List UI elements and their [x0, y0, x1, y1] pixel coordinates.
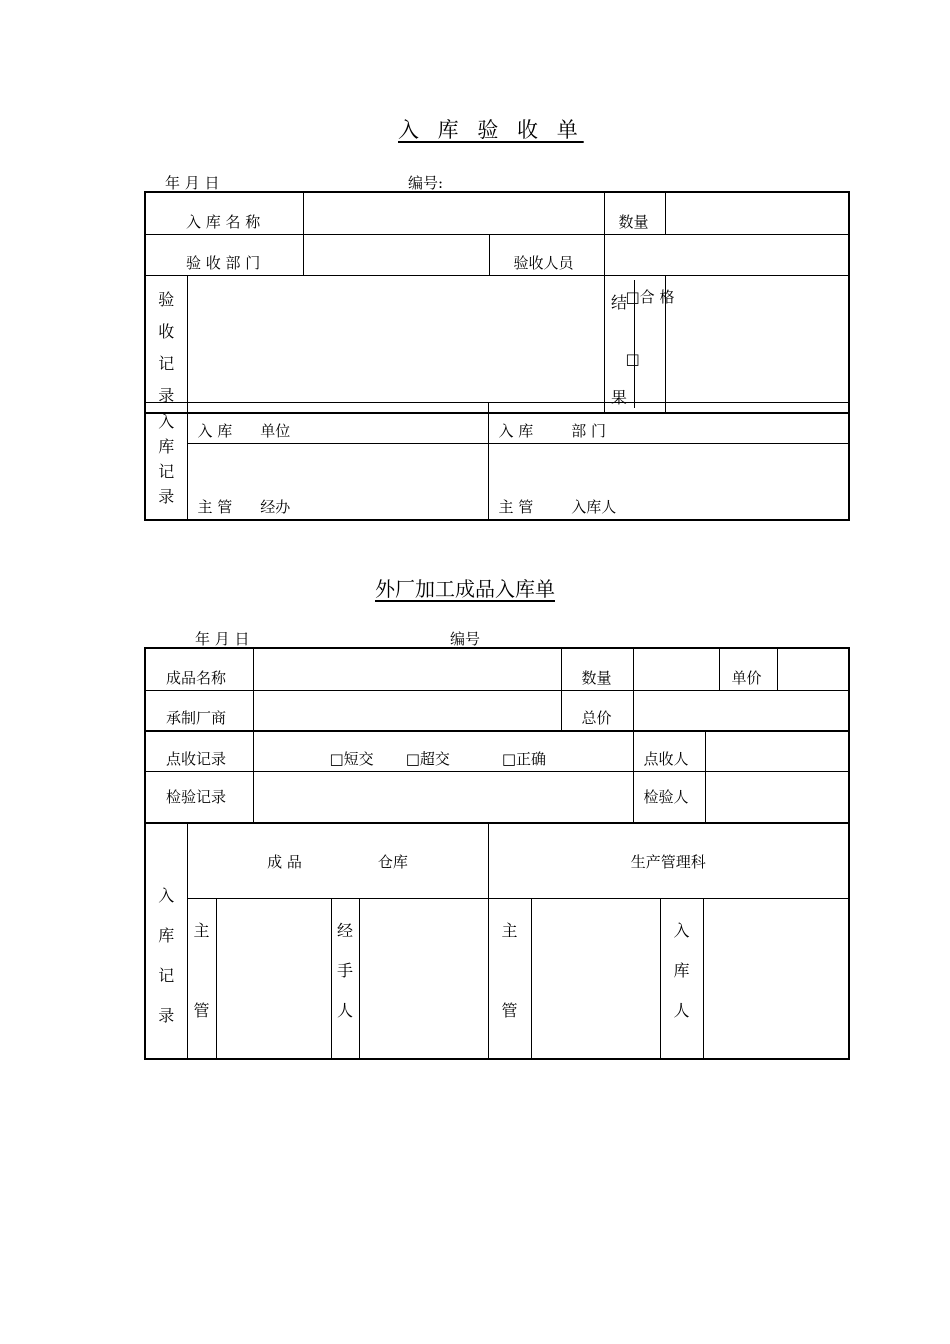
- form2-maker-field[interactable]: [253, 690, 561, 731]
- form2-receiver-char: 人: [673, 1001, 690, 1020]
- form2-manager2-field[interactable]: [531, 899, 660, 1059]
- form2-manager-char: 管: [193, 1001, 210, 1020]
- form2-manager-char: 主: [193, 921, 210, 940]
- form1-entry-char: 录: [158, 487, 175, 506]
- form2-handler-char: 手: [336, 961, 353, 980]
- form2-total-field[interactable]: [633, 690, 849, 731]
- form1-quantity-label: 数量: [604, 192, 665, 234]
- form2-opt-correct[interactable]: □正确: [501, 750, 547, 768]
- form2-entry-char: 入: [158, 886, 175, 905]
- form2-counter-field[interactable]: [705, 731, 849, 772]
- form2-entry-table: [144, 823, 850, 1060]
- form1-record-char: 记: [158, 353, 175, 373]
- form2-opt-over[interactable]: □超交: [405, 750, 450, 768]
- form1-entry-dept-a: 入 库: [498, 422, 534, 440]
- form1-result-options: [625, 275, 849, 413]
- form2-handler-char: 人: [336, 1001, 353, 1020]
- form1-entry-unit-b: 单位: [260, 422, 291, 440]
- form2-entry-char: 库: [158, 926, 175, 945]
- form1-item-name-field[interactable]: [303, 192, 604, 234]
- form2-receiver-label: [660, 899, 703, 1059]
- form1-entry-label: [145, 403, 187, 520]
- form2-handler-label: [331, 899, 359, 1059]
- form2-entry-char: 录: [158, 1006, 175, 1025]
- form2-total-label: 总价: [561, 690, 633, 731]
- form2-count-options: [253, 731, 633, 772]
- form1-sup2-a: 主 管: [498, 497, 534, 516]
- form1-sup2-b: 入库人: [571, 497, 617, 516]
- form2-handler-char: 经: [336, 921, 353, 940]
- form1-date-label: 年 月 日: [165, 174, 220, 192]
- form1-dept-field[interactable]: [303, 234, 489, 275]
- form2-unit-price-label: 单价: [719, 648, 777, 690]
- form1-record-field[interactable]: [187, 275, 604, 413]
- form2-title: 外厂加工成品入库单: [375, 577, 555, 601]
- form1-item-name-label: 入 库 名 称: [145, 192, 303, 234]
- form2-table: [144, 647, 850, 732]
- form1-table: [144, 191, 850, 414]
- form2-handler-field[interactable]: [359, 899, 488, 1059]
- form1-record-label: [145, 275, 187, 413]
- form1-entry-char: 记: [158, 462, 175, 481]
- form1-opt-pass[interactable]: □合 格: [625, 287, 675, 306]
- form1-entry-dept-b: 部 门: [571, 422, 607, 440]
- form2-unit-price-field[interactable]: [777, 648, 849, 690]
- form2-opt-short[interactable]: □短交: [329, 750, 374, 768]
- form2-quantity-field[interactable]: [633, 648, 719, 690]
- form2-product-name-label: 成品名称: [145, 648, 253, 690]
- form2-receiver-char: 库: [673, 961, 690, 980]
- form1-inspector-label: 验收人员: [489, 234, 604, 275]
- form2-group-a-1: 成 品: [267, 852, 302, 871]
- form2-entry-char: 记: [158, 966, 175, 985]
- form1-opt-blank[interactable]: □: [625, 349, 640, 368]
- form2-inspector-label: 检验人: [633, 772, 705, 823]
- form2-entry-label: [145, 824, 187, 1059]
- form2-manager2-label: [488, 899, 531, 1059]
- form2-inspect-record-label: 检验记录: [145, 772, 253, 823]
- form2-receiver-char: 入: [673, 921, 690, 940]
- form1-title: 入 库 验 收 单: [398, 118, 584, 142]
- form2-manager2-char: 管: [501, 1001, 518, 1020]
- form2-group-production: 生产管理科: [488, 824, 849, 899]
- form1-dept-label: 验 收 部 门: [145, 234, 303, 275]
- form2-quantity-label: 数量: [561, 648, 633, 690]
- form2-inspector-field[interactable]: [705, 772, 849, 823]
- form1-entry-dept: [488, 403, 849, 444]
- form1-entry-char: 入: [158, 412, 175, 431]
- form1-record-char: 录: [158, 385, 175, 405]
- form1-result-bottom: 果: [610, 387, 627, 407]
- form2-record-table: [144, 730, 850, 824]
- form1-quantity-field[interactable]: [665, 192, 849, 234]
- form1-result-top: 结: [610, 292, 627, 312]
- form1-sup-cell[interactable]: [187, 444, 488, 520]
- form2-manager-label: [187, 899, 216, 1059]
- form2-date-label: 年 月 日: [195, 630, 250, 648]
- form2-group-a-2: 仓库: [377, 852, 408, 871]
- form2-product-name-field[interactable]: [253, 648, 561, 690]
- form2-manager-field[interactable]: [216, 899, 331, 1059]
- form2-receiver-field[interactable]: [703, 899, 849, 1059]
- form1-sup-b: 经办: [260, 497, 291, 516]
- form1-sup-a: 主 管: [197, 497, 233, 516]
- form1-inspector-field[interactable]: [604, 234, 849, 275]
- form1-entry-unit-a: 入 库: [197, 422, 233, 440]
- form2-serial-label: 编号: [450, 630, 481, 648]
- form1-record-char: 验: [158, 289, 175, 309]
- form1-entry-unit: [187, 403, 488, 444]
- form1-entry-table: [144, 402, 850, 521]
- form1-serial-label: 编号:: [408, 174, 444, 192]
- form1-sup2-cell[interactable]: [488, 444, 849, 520]
- form2-count-record-label: 点收记录: [145, 731, 253, 772]
- form1-entry-char: 库: [158, 437, 175, 456]
- form2-group-warehouse: [187, 824, 488, 899]
- form2-counter-label: 点收人: [633, 731, 705, 772]
- form2-maker-label: 承制厂商: [145, 690, 253, 731]
- form2-inspect-record-field[interactable]: [253, 772, 633, 823]
- form1-record-char: 收: [158, 321, 175, 341]
- form2-manager2-char: 主: [501, 921, 518, 940]
